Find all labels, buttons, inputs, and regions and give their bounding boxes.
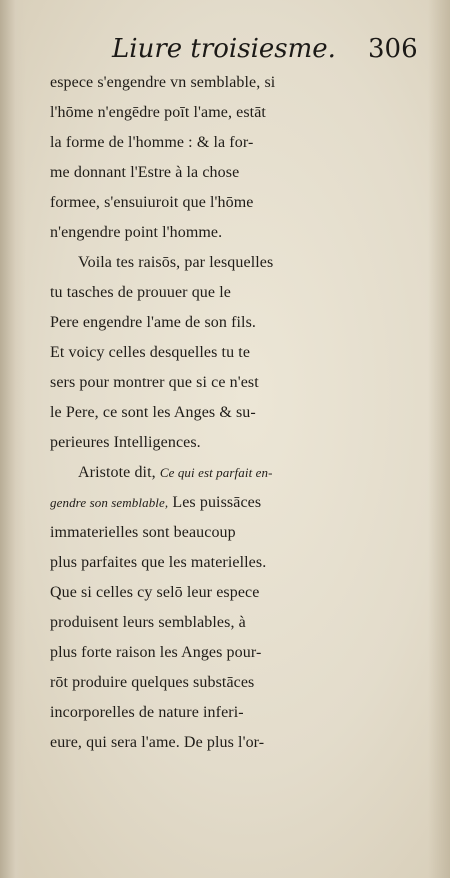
text-line: eure, qui sera l'ame. De plus l'or-: [50, 734, 265, 751]
running-title: Liure troisiesme.: [112, 34, 336, 64]
page-binding-shadow: [0, 0, 26, 878]
text-line: [50, 458, 430, 488]
text-line: tu tasches de prouuer que le: [50, 284, 231, 301]
text-line: [50, 488, 430, 518]
text-line: Voila tes raisōs, par lesquelles: [78, 254, 274, 271]
text-line: Pere engendre l'ame de son fils.: [50, 314, 257, 331]
text-line: n'engendre point l'homme.: [50, 224, 223, 241]
text-line: rōt produire quelques substāces: [50, 674, 255, 691]
body-text: [50, 68, 430, 758]
text-line: la forme de l'homme : & la for-: [50, 134, 254, 151]
italic-quotation: Ce qui est parfait en-: [159, 465, 273, 480]
text-line: sers pour montrer que si ce n'est: [50, 374, 259, 391]
text-line: Que si celles cy selō leur espece: [50, 584, 260, 601]
italic-quotation: gendre son semblable,: [50, 495, 169, 510]
text-line: Et voicy celles desquelles tu te: [50, 344, 251, 361]
text-line: l'hōme n'engēdre poīt l'ame, estāt: [50, 104, 266, 121]
text-line: plus parfaites que les materielles.: [50, 554, 267, 571]
text-line: immaterielles sont beaucoup: [50, 524, 236, 541]
text-line: formee, s'ensuiuroit que l'hōme: [50, 194, 254, 211]
text-line: me donnant l'Estre à la chose: [50, 164, 240, 181]
text-run: Les puissāces: [168, 494, 262, 511]
page-edge-shadow: [428, 0, 450, 878]
text-line: produisent leurs semblables, à: [50, 614, 246, 631]
text-run: Aristote dit,: [78, 464, 160, 481]
text-line: espece s'engendre vn semblable, si: [50, 74, 276, 91]
text-line: le Pere, ce sont les Anges & su-: [50, 404, 256, 421]
page-number: 306: [368, 34, 418, 64]
text-line: incorporelles de nature inferi-: [50, 704, 244, 721]
text-line: plus forte raison les Anges pour-: [50, 644, 262, 661]
text-line: perieures Intelligences.: [50, 434, 201, 451]
